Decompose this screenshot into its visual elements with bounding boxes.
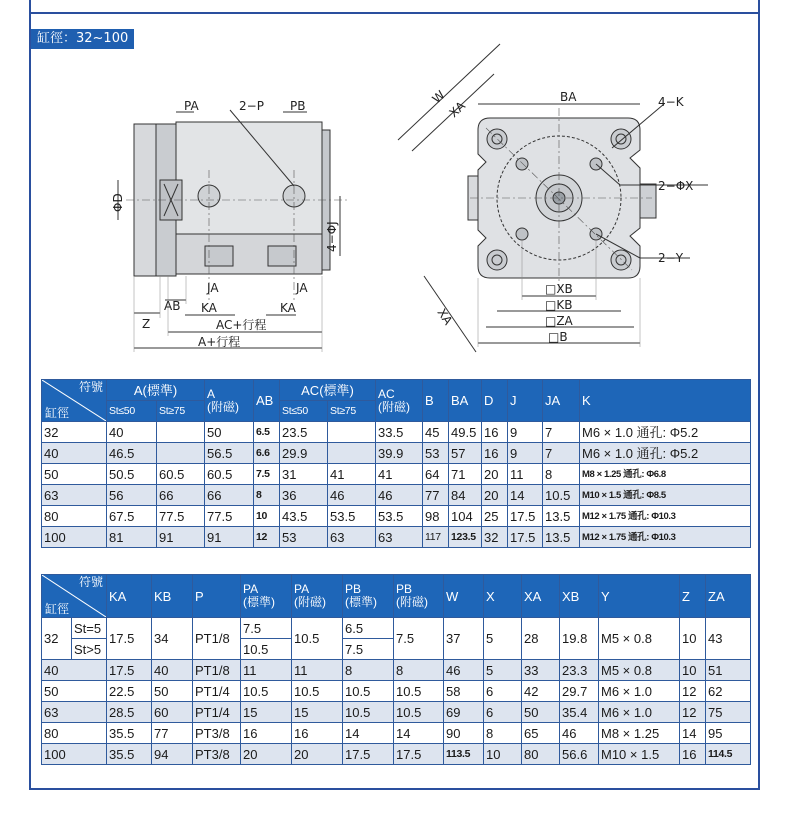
cell-ab: 6.6 (254, 443, 280, 464)
col-ac-magnetic: AC (附磁) (376, 380, 423, 422)
col-a-st-le-50: St≤50 (107, 401, 157, 422)
ab-label: AB (164, 299, 181, 313)
cell-w: 113.5 (444, 744, 484, 765)
col-ac-st-ge-75: St≥75 (328, 401, 376, 422)
cell-d: 25 (482, 506, 508, 527)
corner-header-b: 符號 缸徑 (42, 575, 107, 618)
cell-ac2: 53.5 (328, 506, 376, 527)
cell-x: 6 (484, 702, 522, 723)
cell-a1: 81 (107, 527, 157, 548)
cell-pb: 8 (343, 660, 394, 681)
col-b: B (423, 380, 449, 422)
cell-xa: 50 (522, 702, 560, 723)
cell-ab: 8 (254, 485, 280, 506)
cell-j: 9 (508, 422, 543, 443)
cell-a2: 60.5 (157, 464, 205, 485)
cell-pam: 16 (292, 723, 343, 744)
cell-kb: 94 (152, 744, 193, 765)
cell-bore: 50 (42, 464, 107, 485)
cell-bore: 50 (42, 681, 107, 702)
cell-pb: 14 (343, 723, 394, 744)
cell-b: 117 (423, 527, 449, 548)
cell-pam: 10.5 (292, 681, 343, 702)
cell-xb: 35.4 (560, 702, 599, 723)
cell-pa: 20 (241, 744, 292, 765)
cell-pam: 20 (292, 744, 343, 765)
cell-pa: 16 (241, 723, 292, 744)
2y-label: 2−Y (658, 251, 684, 265)
cell-a2: 91 (157, 527, 205, 548)
col-pb-standard: PB (標準) (343, 575, 394, 618)
table-row (42, 744, 751, 765)
col-pa-magnetic: PA (附磁) (292, 575, 343, 618)
cell-kb: 50 (152, 681, 193, 702)
cell-ac1: 36 (280, 485, 328, 506)
cell-xb: 23.3 (560, 660, 599, 681)
cell-stroke-gt-5: St>5 (72, 639, 107, 660)
cell-bore: 80 (42, 723, 107, 744)
cell-z: 14 (680, 723, 706, 744)
cell-pb-std: 7.5 (343, 639, 394, 660)
cell-kb: 77 (152, 723, 193, 744)
cell-pb: 17.5 (343, 744, 394, 765)
cell-za: 43 (706, 618, 751, 660)
cell-pa: 11 (241, 660, 292, 681)
cell-acm: 63 (376, 527, 423, 548)
ba-label: BA (560, 90, 577, 104)
cell-xb: 29.7 (560, 681, 599, 702)
cell-za: 75 (706, 702, 751, 723)
cell-pb-mag: 7.5 (394, 618, 444, 660)
cell-b: 98 (423, 506, 449, 527)
col-j: J (508, 380, 543, 422)
cell-pb: 10.5 (343, 681, 394, 702)
cell-ba: 104 (449, 506, 482, 527)
cell-y: M6 × 1.0 (599, 681, 680, 702)
cell-pa: 15 (241, 702, 292, 723)
cell-pbm: 10.5 (394, 702, 444, 723)
cell-am: 50 (205, 422, 254, 443)
spec-table-a (41, 379, 751, 548)
cell-za: 114.5 (706, 744, 751, 765)
za-label: □ZA (545, 314, 573, 328)
cell-z: 10 (680, 660, 706, 681)
cell-am: 77.5 (205, 506, 254, 527)
table-row (42, 618, 751, 639)
cell-y: M5 × 0.8 (599, 660, 680, 681)
cell-y: M6 × 1.0 (599, 702, 680, 723)
cell-j: 11 (508, 464, 543, 485)
cell-xb: 46 (560, 723, 599, 744)
cell-ja: 13.5 (543, 527, 580, 548)
table-row (42, 443, 751, 464)
cell-a1: 67.5 (107, 506, 157, 527)
cell-ba: 49.5 (449, 422, 482, 443)
cell-ka: 35.5 (107, 723, 152, 744)
cell-d: 16 (482, 443, 508, 464)
cell-ac1: 43.5 (280, 506, 328, 527)
cell-bore: 32 (42, 618, 72, 660)
cell-pa-std: 10.5 (241, 639, 292, 660)
ja-right-label: JA (296, 281, 308, 295)
cell-a1: 40 (107, 422, 157, 443)
b-label: □B (548, 330, 568, 344)
cell-p: PT1/8 (193, 618, 241, 660)
2-phi-x-label: 2−ΦX (658, 179, 694, 193)
cell-ac1: 29.9 (280, 443, 328, 464)
xa-top-label: XA (446, 98, 469, 121)
pb-label: PB (290, 99, 306, 113)
cell-w: 37 (444, 618, 484, 660)
cell-xa: 28 (522, 618, 560, 660)
cell-acm: 41 (376, 464, 423, 485)
cell-xa: 80 (522, 744, 560, 765)
col-xa: XA (522, 575, 560, 618)
xb-label: □XB (545, 282, 573, 296)
cell-b: 53 (423, 443, 449, 464)
cell-bore: 40 (42, 443, 107, 464)
cell-ja: 10.5 (543, 485, 580, 506)
pa-label: PA (184, 99, 199, 113)
cell-k: M10 × 1.5 通孔: Φ8.5 (580, 485, 751, 506)
cell-pbm: 14 (394, 723, 444, 744)
cell-z: 16 (680, 744, 706, 765)
cell-y: M5 × 0.8 (599, 618, 680, 660)
cell-xa: 42 (522, 681, 560, 702)
cell-am: 60.5 (205, 464, 254, 485)
table-row (42, 723, 751, 744)
cell-a1: 50.5 (107, 464, 157, 485)
col-x: X (484, 575, 522, 618)
cell-y: M8 × 1.25 (599, 723, 680, 744)
col-z: Z (680, 575, 706, 618)
cell-ac1: 53 (280, 527, 328, 548)
ka-right-label: KA (280, 301, 296, 315)
cell-b: 77 (423, 485, 449, 506)
cell-ac1: 31 (280, 464, 328, 485)
cell-ka: 17.5 (107, 618, 152, 660)
cell-kb: 40 (152, 660, 193, 681)
ja-left-label: JA (207, 281, 219, 295)
cell-w: 90 (444, 723, 484, 744)
cell-ac1: 23.5 (280, 422, 328, 443)
cell-bore: 80 (42, 506, 107, 527)
col-y: Y (599, 575, 680, 618)
cell-bore: 32 (42, 422, 107, 443)
cell-ja: 13.5 (543, 506, 580, 527)
cell-pbm: 10.5 (394, 681, 444, 702)
cell-ac2: 46 (328, 485, 376, 506)
cell-d: 20 (482, 464, 508, 485)
corner-header: 符號 缸徑 (42, 380, 107, 422)
col-kb: KB (152, 575, 193, 618)
col-a-magnetic: A (附磁) (205, 380, 254, 422)
cell-za: 95 (706, 723, 751, 744)
col-pa-standard: PA (標準) (241, 575, 292, 618)
table-row (42, 485, 751, 506)
cell-ba: 57 (449, 443, 482, 464)
cell-j: 17.5 (508, 527, 543, 548)
cell-xb: 56.6 (560, 744, 599, 765)
2p-label: 2−P (239, 99, 264, 113)
cell-xa: 65 (522, 723, 560, 744)
cell-ka: 35.5 (107, 744, 152, 765)
cell-ka: 28.5 (107, 702, 152, 723)
cell-xb: 19.8 (560, 618, 599, 660)
cell-stroke-eq-5: St=5 (72, 618, 107, 639)
col-ab: AB (254, 380, 280, 422)
cell-a1: 46.5 (107, 443, 157, 464)
cell-acm: 46 (376, 485, 423, 506)
cell-pa: 10.5 (241, 681, 292, 702)
cell-p: PT1/8 (193, 660, 241, 681)
ac-stroke-label: AC+行程 (216, 318, 267, 332)
col-a-standard: A(標準) (107, 380, 205, 401)
4-phi-j-label: 4−ΦJ (325, 221, 339, 252)
cell-ba: 84 (449, 485, 482, 506)
cell-acm: 33.5 (376, 422, 423, 443)
cell-d: 32 (482, 527, 508, 548)
cell-k: M8 × 1.25 通孔: Φ6.8 (580, 464, 751, 485)
cell-k: M6 × 1.0 通孔: Φ5.2 (580, 443, 751, 464)
cell-a2 (157, 443, 205, 464)
cell-w: 58 (444, 681, 484, 702)
cell-z: 12 (680, 681, 706, 702)
cell-kb: 34 (152, 618, 193, 660)
front-view-drawing (0, 0, 790, 380)
cell-bore: 100 (42, 744, 107, 765)
col-k: K (580, 380, 751, 422)
cell-xa: 33 (522, 660, 560, 681)
cell-pam: 11 (292, 660, 343, 681)
table-row (42, 527, 751, 548)
cell-am: 91 (205, 527, 254, 548)
cell-pb-std: 6.5 (343, 618, 394, 639)
cell-za: 62 (706, 681, 751, 702)
cell-w: 46 (444, 660, 484, 681)
cell-ab: 10 (254, 506, 280, 527)
cell-pbm: 17.5 (394, 744, 444, 765)
col-ac-st-le-50: St≤50 (280, 401, 328, 422)
a-stroke-label: A+行程 (198, 335, 241, 349)
table-row (42, 660, 751, 681)
kb-label: □KB (545, 298, 573, 312)
cell-a2: 66 (157, 485, 205, 506)
col-pb-magnetic: PB (附磁) (394, 575, 444, 618)
cell-ja: 8 (543, 464, 580, 485)
cell-pa-mag: 10.5 (292, 618, 343, 660)
cell-am: 66 (205, 485, 254, 506)
col-d: D (482, 380, 508, 422)
cell-ac2: 63 (328, 527, 376, 548)
cell-d: 16 (482, 422, 508, 443)
xa-bottom-label: XA (434, 306, 456, 328)
cell-z: 10 (680, 618, 706, 660)
table-row (42, 681, 751, 702)
col-ac-standard: AC(標準) (280, 380, 376, 401)
table-row (42, 464, 751, 485)
cell-acm: 39.9 (376, 443, 423, 464)
cell-ac2 (328, 443, 376, 464)
cell-acm: 53.5 (376, 506, 423, 527)
phi-d-label: ΦD (111, 193, 125, 212)
cell-ka: 22.5 (107, 681, 152, 702)
cell-ab: 7.5 (254, 464, 280, 485)
table-row (42, 702, 751, 723)
cell-p: PT3/8 (193, 744, 241, 765)
w-label: W (429, 87, 448, 107)
cell-pb: 10.5 (343, 702, 394, 723)
cell-j: 9 (508, 443, 543, 464)
cell-kb: 60 (152, 702, 193, 723)
col-ba: BA (449, 380, 482, 422)
cell-ba: 71 (449, 464, 482, 485)
cell-a1: 56 (107, 485, 157, 506)
cell-k: M12 × 1.75 通孔: Φ10.3 (580, 506, 751, 527)
cell-pa-std: 7.5 (241, 618, 292, 639)
col-p: P (193, 575, 241, 618)
4k-label: 4−K (658, 95, 684, 109)
cell-ba: 123.5 (449, 527, 482, 548)
z-label: Z (142, 317, 151, 331)
col-w: W (444, 575, 484, 618)
cell-pam: 15 (292, 702, 343, 723)
cell-j: 14 (508, 485, 543, 506)
cell-k: M12 × 1.75 通孔: Φ10.3 (580, 527, 751, 548)
cell-x: 5 (484, 618, 522, 660)
spec-table-b (41, 574, 751, 765)
cell-k: M6 × 1.0 通孔: Φ5.2 (580, 422, 751, 443)
cell-ac2: 41 (328, 464, 376, 485)
col-xb: XB (560, 575, 599, 618)
cell-pbm: 8 (394, 660, 444, 681)
cell-x: 5 (484, 660, 522, 681)
cell-p: PT3/8 (193, 723, 241, 744)
bore-range-title: 缸徑：32~100 (31, 29, 134, 49)
cell-w: 69 (444, 702, 484, 723)
cell-z: 12 (680, 702, 706, 723)
cell-ab: 12 (254, 527, 280, 548)
col-a-st-ge-75: St≥75 (157, 401, 205, 422)
cell-bore: 40 (42, 660, 107, 681)
cell-ja: 7 (543, 422, 580, 443)
cell-b: 45 (423, 422, 449, 443)
cell-a2: 77.5 (157, 506, 205, 527)
cell-d: 20 (482, 485, 508, 506)
cell-am: 56.5 (205, 443, 254, 464)
cell-j: 17.5 (508, 506, 543, 527)
cell-x: 8 (484, 723, 522, 744)
col-za: ZA (706, 575, 751, 618)
cell-p: PT1/4 (193, 702, 241, 723)
cell-x: 10 (484, 744, 522, 765)
ka-left-label: KA (201, 301, 217, 315)
col-ja: JA (543, 380, 580, 422)
cell-p: PT1/4 (193, 681, 241, 702)
cell-za: 51 (706, 660, 751, 681)
cell-ac2 (328, 422, 376, 443)
cell-y: M10 × 1.5 (599, 744, 680, 765)
cell-ab: 6.5 (254, 422, 280, 443)
table-row (42, 422, 751, 443)
cell-bore: 63 (42, 485, 107, 506)
cell-ka: 17.5 (107, 660, 152, 681)
cell-bore: 63 (42, 702, 107, 723)
cell-a2 (157, 422, 205, 443)
table-row (42, 506, 751, 527)
cell-ja: 7 (543, 443, 580, 464)
col-ka: KA (107, 575, 152, 618)
cell-x: 6 (484, 681, 522, 702)
cell-bore: 100 (42, 527, 107, 548)
cell-b: 64 (423, 464, 449, 485)
